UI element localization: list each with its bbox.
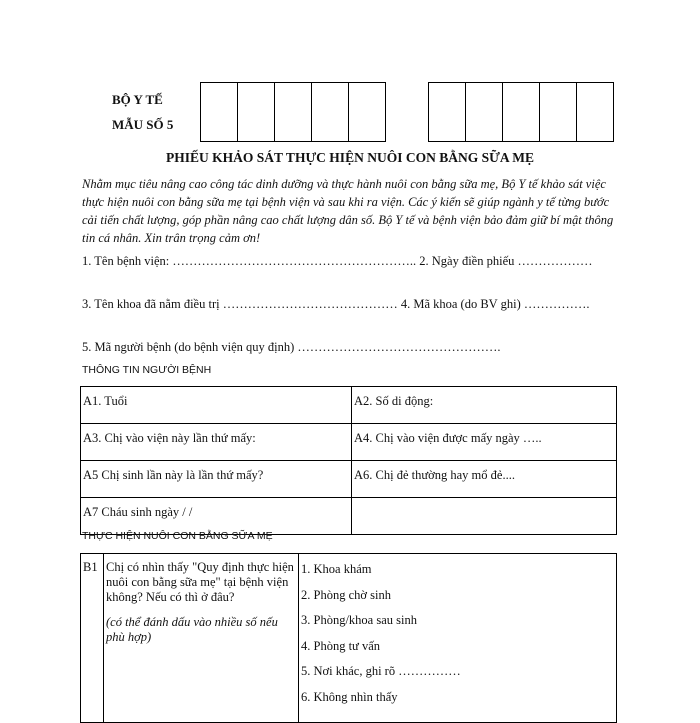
intro-paragraph: Nhằm mục tiêu nâng cao công tác dinh dưỡng và thực hành nuôi con bằng sữa mẹ, Bộ Y tế khảo sát việc thực hiện nuôi con bằng sữa mẹ tại bệnh viện và sau khi ra viện. Các ý kiến sẽ giúp ngành y tế từng bước cải tiến chất lượng, góp phần nâng cao chất lượng dân số. Bộ Y tế và bệnh viện bảo đảm giữ bí mật thông tin cá nhân. Xin trân trọng cảm ơn! <box>82 177 614 245</box>
field-patient-code[interactable]: 5. Mã người bệnh (do bệnh viện quy định) …………………………………………. <box>82 340 501 354</box>
option-2[interactable]: 2. Phòng chờ sinh <box>301 587 391 602</box>
patient-info-table <box>80 386 617 535</box>
cell-a6[interactable]: A6. Chị đẻ thường hay mổ đẻ.... <box>352 461 617 498</box>
code-box[interactable] <box>577 83 614 141</box>
code-boxes-right <box>428 82 614 142</box>
code-boxes-left <box>200 82 386 142</box>
code-box[interactable] <box>201 83 238 141</box>
option-1[interactable]: 1. Khoa khám <box>301 562 372 576</box>
field-hospital-date[interactable]: 1. Tên bệnh viện: ………………………………………………….. 2. Ngày điền phiếu ……………… <box>82 254 593 268</box>
answer-options <box>299 554 617 723</box>
question-text: Chị có nhìn thấy "Quy định thực hiện nuôi con bằng sữa mẹ" tại bệnh viện không? Nếu có thì ở đâu? <box>106 560 294 604</box>
form-number: MẪU SỐ 5 <box>112 117 174 132</box>
question-hint: (có thể đánh dấu vào nhiều số nếu phù hợp) <box>106 615 278 644</box>
cell-a3[interactable]: A3. Chị vào viện này lần thứ mấy: <box>81 424 352 461</box>
code-box[interactable] <box>466 83 503 141</box>
code-box[interactable] <box>312 83 349 141</box>
cell-a5[interactable]: A5 Chị sinh lần này là lần thứ mấy? <box>81 461 352 498</box>
code-box[interactable] <box>540 83 577 141</box>
option-5[interactable]: 5. Nơi khác, ghi rõ …………… <box>301 664 461 678</box>
option-4[interactable]: 4. Phòng tư vấn <box>301 638 380 653</box>
cell-empty[interactable] <box>352 498 617 535</box>
field-department[interactable]: 3. Tên khoa đã nằm điều trị …………………………………… 4. Mã khoa (do BV ghi) ……………. <box>82 297 590 311</box>
ministry-label: BỘ Y TẾ <box>112 92 163 107</box>
code-box[interactable] <box>349 83 386 141</box>
option-6[interactable]: 6. Không nhìn thấy <box>301 689 398 704</box>
question-b1 <box>104 554 299 723</box>
section-breastfeeding: THỰC HIỆN NUÔI CON BẰNG SỮA MẸ <box>82 530 273 542</box>
form-title: PHIẾU KHẢO SÁT THỰC HIỆN NUÔI CON BẰNG SỮA MẸ <box>166 150 534 165</box>
code-box[interactable] <box>503 83 540 141</box>
question-code: B1 <box>81 554 104 723</box>
code-box[interactable] <box>429 83 466 141</box>
code-box[interactable] <box>238 83 275 141</box>
option-3[interactable]: 3. Phòng/khoa sau sinh <box>301 613 417 627</box>
breastfeeding-table <box>80 553 617 723</box>
code-box[interactable] <box>275 83 312 141</box>
cell-a4[interactable]: A4. Chị vào viện được mấy ngày ….. <box>352 424 617 461</box>
cell-a7[interactable]: A7 Cháu sinh ngày / / <box>81 498 352 535</box>
section-patient-info: THÔNG TIN NGƯỜI BỆNH <box>82 364 212 376</box>
cell-a2[interactable]: A2. Số di động: <box>352 387 617 424</box>
cell-a1[interactable]: A1. Tuổi <box>81 387 352 424</box>
